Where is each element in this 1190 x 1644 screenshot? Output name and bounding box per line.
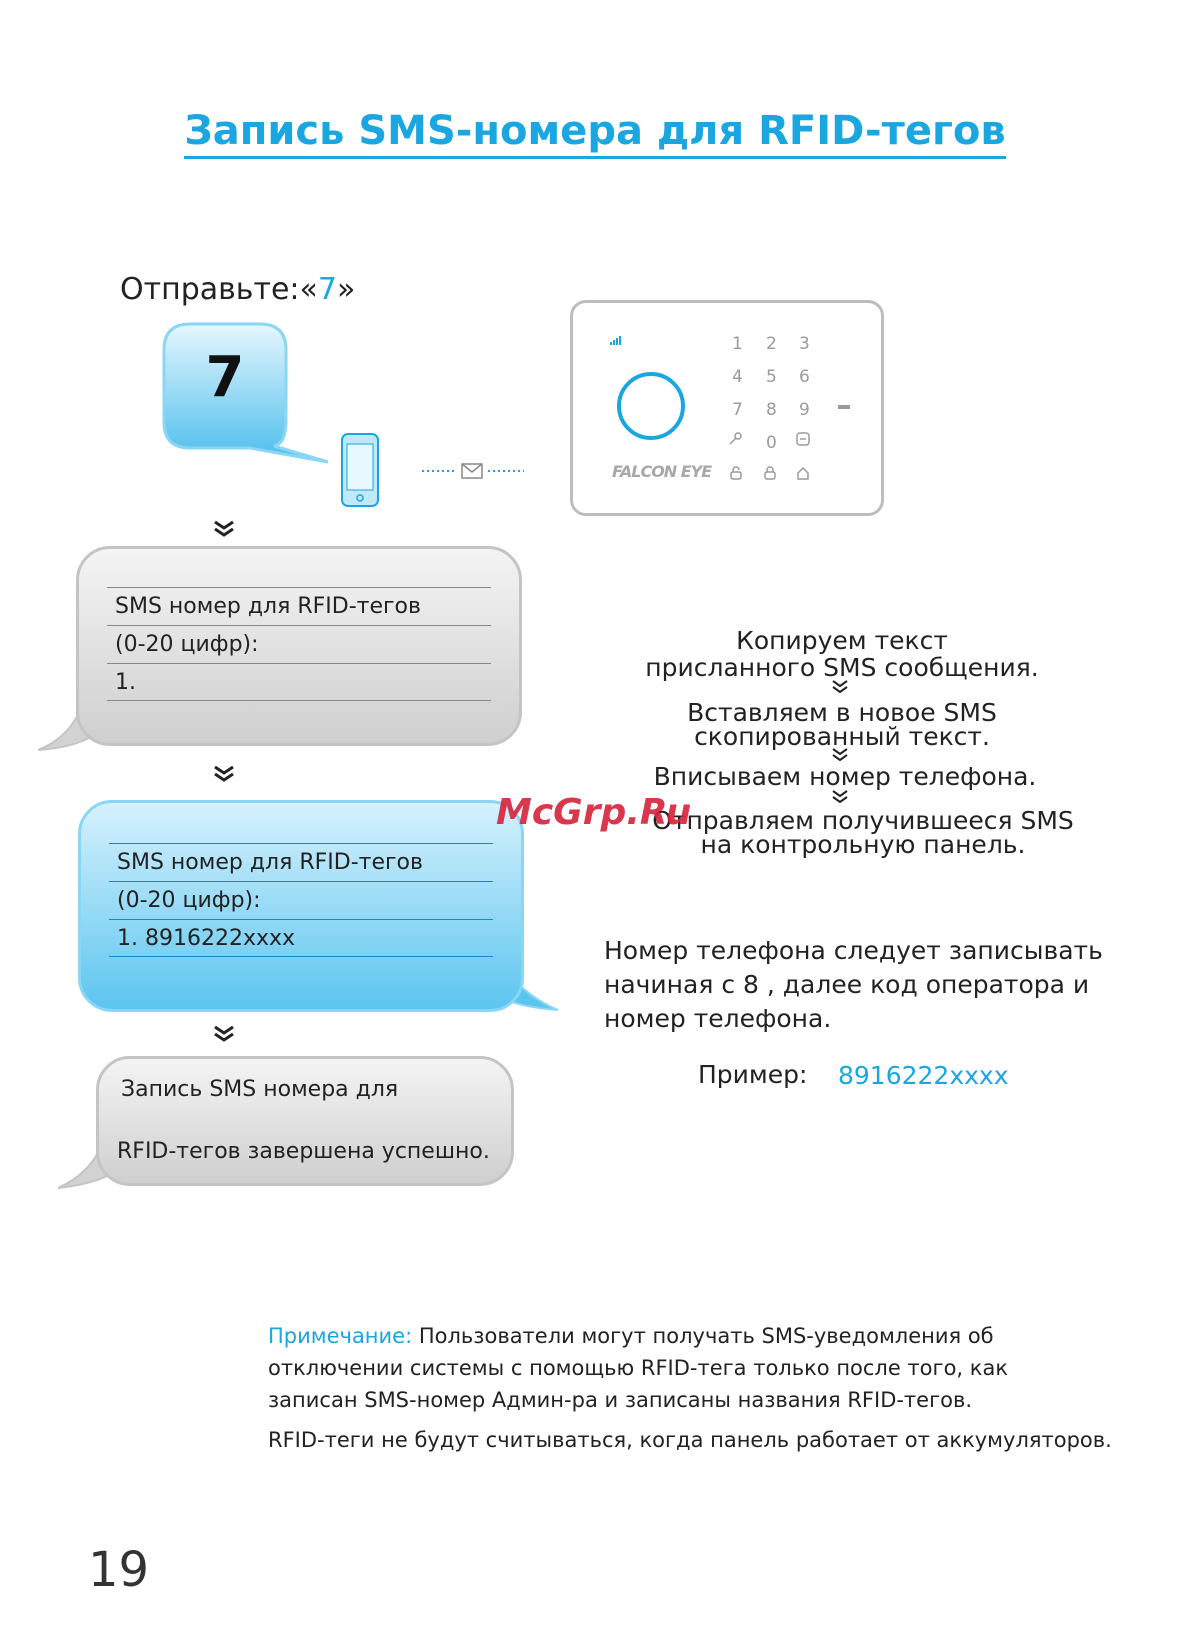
key-4: 4: [732, 367, 743, 387]
panel-keypad: [732, 334, 842, 484]
reply-bubble-1: [76, 546, 522, 746]
example-value: 8916222xxxx: [838, 1061, 1009, 1090]
lock-closed-icon: [763, 466, 777, 480]
step-2a: Вставляем в новое SMS: [687, 698, 997, 727]
phone-note-line3: номер телефона.: [604, 1004, 832, 1033]
send-label: Отправьте:: [120, 272, 300, 307]
note-label: Примечание:: [268, 1324, 413, 1348]
double-chevron-icon: [832, 680, 848, 694]
home-icon: [796, 466, 810, 480]
reply2-line3: 1. 8916222xxxx: [109, 919, 493, 957]
send-instruction: Отправьте:«7»: [120, 272, 356, 307]
step-4a: Отправляем получившееся SMS: [652, 806, 1074, 835]
watermark: McGrp.Ru: [496, 792, 692, 833]
send-code: 7: [317, 272, 337, 307]
smartphone-icon: [340, 432, 380, 508]
example-label: Пример:: [698, 1060, 808, 1089]
step-3: Вписываем номер телефона.: [653, 762, 1037, 791]
step-4b: на контрольную панель.: [700, 830, 1026, 859]
note-block: [268, 1320, 1178, 1456]
step-1b: присланного SMS сообщения.: [645, 653, 1039, 682]
lock-open-icon: [729, 466, 743, 480]
key-1: 1: [732, 334, 743, 354]
reply-bubble-3: [96, 1056, 514, 1186]
key-0: 0: [766, 433, 777, 453]
phone-note-line1: Номер телефона следует записывать: [604, 936, 1103, 965]
double-chevron-icon: [832, 748, 848, 762]
panel-brand: FALCON EYE: [612, 462, 712, 481]
menu-icon: [796, 432, 810, 446]
step-2b: скопированный текст.: [694, 722, 990, 751]
reply3-line2: RFID-тегов завершена успешно.: [117, 1139, 490, 1164]
key-9: 9: [799, 400, 810, 420]
note-text4: RFID-теги не будут считываться, когда панель работает от аккумуляторов.: [268, 1428, 1112, 1452]
rfid-ring: [617, 372, 685, 440]
step-1a: Копируем текст: [736, 626, 948, 655]
double-chevron-icon: [832, 790, 848, 804]
reply1-line1: SMS номер для RFID-тегов: [107, 587, 491, 625]
reply1-line2: (0-20 цифр):: [107, 625, 491, 663]
note-text1: Пользователи могут получать SMS-уведомления об: [412, 1324, 994, 1348]
phone-note-line2: начиная с 8 , далее код оператора и: [604, 970, 1090, 999]
reply2-line1: SMS номер для RFID-тегов: [109, 843, 493, 881]
phone-note: [604, 934, 1103, 1036]
reply1-line3: 1.: [107, 663, 491, 701]
note-text3: записан SMS-номер Админ-ра и записаны названия RFID-тегов.: [268, 1388, 973, 1412]
double-chevron-icon: [213, 1025, 235, 1043]
key-icon: [728, 432, 742, 446]
minus-icon: [838, 404, 850, 410]
page-number: 19: [88, 1542, 150, 1598]
key-8: 8: [766, 400, 777, 420]
key-6: 6: [799, 367, 810, 387]
double-chevron-icon: [213, 520, 235, 538]
page-title: Запись SMS-номера для RFID-тегов: [0, 108, 1190, 159]
reply-bubble-2: [78, 800, 524, 1012]
double-chevron-icon: [213, 765, 235, 783]
key-3: 3: [799, 334, 810, 354]
signal-icon: [610, 336, 626, 346]
note-text2: отключении системы с помощью RFID-тега только после того, как: [268, 1356, 1009, 1380]
phone-bubble-digit: 7: [205, 345, 245, 410]
key-7: 7: [732, 400, 743, 420]
reply3-line1: Запись SMS номера для: [121, 1077, 399, 1102]
key-2: 2: [766, 334, 777, 354]
sms-transfer-icon: [420, 462, 528, 480]
reply2-line2: (0-20 цифр):: [109, 881, 493, 919]
key-5: 5: [766, 367, 777, 387]
